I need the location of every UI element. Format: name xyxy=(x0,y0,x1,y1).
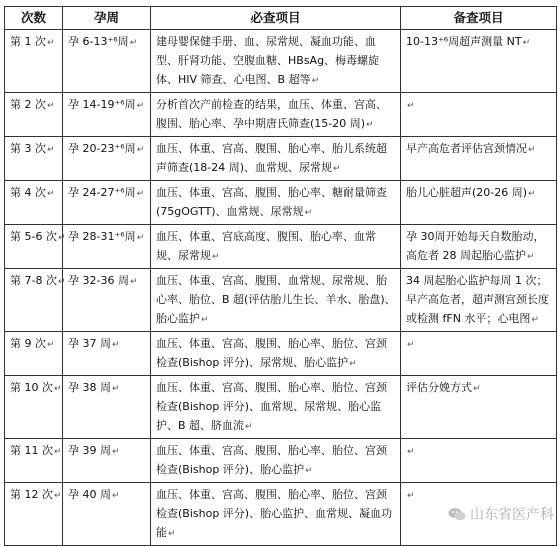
required-items-cell xyxy=(151,93,401,137)
week-cell-text: 孕 20-23⁺⁶周 xyxy=(68,142,136,155)
required-items-cell-text: 血压、体重、宫高、腹围、胎心率、胎位、宫颈检查(Bishop 评分)、胎心监护、血常规、凝血功能 xyxy=(156,488,393,539)
week-cell-text: 孕 38 周 xyxy=(68,381,111,394)
paragraph-mark-icon: ↵ xyxy=(349,359,357,369)
required-items-cell-text: 血压、体重、宫高、腹围、血常规、尿常规、胎心率、胎位、B 超(评估胎儿生长、羊水、胎盘)、胎心监护 xyxy=(156,274,396,325)
visit-cell-text: 第 4 次 xyxy=(10,186,46,199)
week-cell xyxy=(63,225,151,269)
week-cell-text: 孕 14-19⁺⁶周 xyxy=(68,98,136,111)
paragraph-mark-icon: ↵ xyxy=(54,384,62,394)
visit-cell xyxy=(5,332,63,376)
paragraph-mark-icon: ↵ xyxy=(47,38,55,48)
paragraph-mark-icon: ↵ xyxy=(136,233,145,243)
paragraph-mark-icon: ↵ xyxy=(245,422,253,432)
visit-cell xyxy=(5,30,63,93)
prenatal-schedule-table xyxy=(4,6,557,546)
paragraph-mark-icon: ↵ xyxy=(136,189,145,199)
optional-items-cell xyxy=(401,439,557,483)
table-row xyxy=(5,439,557,483)
paragraph-mark-icon: ↵ xyxy=(129,38,138,48)
required-items-cell-text: 血压、体重、宫底高度、腹围、胎心率、血常规、尿常规 xyxy=(156,230,376,262)
week-cell xyxy=(63,439,151,483)
paragraph-mark-icon: ↵ xyxy=(112,340,120,350)
optional-items-cell-text: 10-13⁺⁶周超声测量 NT xyxy=(406,35,522,48)
optional-items-cell-text: 孕 30周开始每天自数胎动，高危者 28 周起胎心监护 xyxy=(406,230,545,262)
optional-items-cell xyxy=(401,137,557,181)
paragraph-mark-icon: ↵ xyxy=(311,76,320,86)
wechat-icon xyxy=(448,507,466,521)
paragraph-mark-icon: ↵ xyxy=(54,447,62,457)
week-cell-text: 孕 32-36 周 xyxy=(68,274,129,287)
week-cell-text: 孕 24-27⁺⁶周 xyxy=(68,186,136,199)
optional-items-cell-text: 34 周起胎心监护每周 1 次；早产高危者，超声测宫颈长度或检测 fFN 水平；心电图 xyxy=(406,274,549,325)
required-items-cell-text: 血压、体重、宫高、腹围、胎心率、胎位、宫颈检查(Bishop 评分)、血常规、尿常规、胎心监护、B 超、脐血流 xyxy=(156,381,387,432)
paragraph-mark-icon: ↵ xyxy=(528,145,536,155)
paragraph-mark-icon: ↵ xyxy=(57,233,66,243)
required-items-cell xyxy=(151,181,401,225)
paragraph-mark-icon: ↵ xyxy=(47,101,55,111)
paragraph-mark-icon: ↵ xyxy=(407,447,415,457)
required-items-cell xyxy=(151,30,401,93)
paragraph-mark-icon: ↵ xyxy=(112,384,120,394)
paragraph-mark-icon: ↵ xyxy=(112,491,120,501)
week-cell-text: 孕 6-13⁺⁶周 xyxy=(68,35,129,48)
paragraph-mark-icon: ↵ xyxy=(136,145,145,155)
required-items-cell xyxy=(151,332,401,376)
paragraph-mark-icon: ↵ xyxy=(47,340,55,350)
week-cell xyxy=(63,181,151,225)
visit-cell xyxy=(5,225,66,269)
table-header-row xyxy=(5,7,557,30)
week-cell-text: 孕 37 周 xyxy=(68,337,111,350)
required-items-cell xyxy=(151,225,401,269)
paragraph-mark-icon: ↵ xyxy=(531,315,539,325)
paragraph-mark-icon: ↵ xyxy=(305,466,313,476)
paragraph-mark-icon: ↵ xyxy=(57,277,66,287)
header-visit: 次数 xyxy=(5,7,63,30)
optional-items-cell xyxy=(401,30,557,93)
paragraph-mark-icon: ↵ xyxy=(54,491,62,501)
table-row xyxy=(5,181,557,225)
required-items-cell xyxy=(151,376,401,439)
visit-cell-text: 第 10 次 xyxy=(10,381,53,394)
optional-items-cell-text: 胎儿心脏超声(20-26 周) xyxy=(406,186,528,199)
visit-cell xyxy=(5,376,63,439)
watermark-text: 山东省医产科 xyxy=(470,507,554,523)
optional-items-cell xyxy=(401,376,557,439)
optional-items-cell xyxy=(401,269,557,332)
paragraph-mark-icon: ↵ xyxy=(473,384,481,394)
week-cell xyxy=(63,269,151,332)
table-row xyxy=(5,332,557,376)
optional-items-cell xyxy=(401,93,557,137)
optional-items-cell-text: 早产高危者评估宫颈情况 xyxy=(406,142,527,155)
visit-cell-text: 第 2 次 xyxy=(10,98,46,111)
required-items-cell xyxy=(151,269,401,332)
week-cell xyxy=(63,376,151,439)
visit-cell-text: 第 5-6 次 xyxy=(10,230,57,243)
header-week: 孕周 xyxy=(63,7,151,30)
week-cell xyxy=(63,483,151,546)
visit-cell xyxy=(5,93,63,137)
paragraph-mark-icon: ↵ xyxy=(47,189,55,199)
paragraph-mark-icon: ↵ xyxy=(407,101,415,111)
paragraph-mark-icon: ↵ xyxy=(333,164,341,174)
paragraph-mark-icon: ↵ xyxy=(129,277,138,287)
paragraph-mark-icon: ↵ xyxy=(168,529,176,539)
paragraph-mark-icon: ↵ xyxy=(407,340,415,350)
table-row xyxy=(5,30,557,93)
visit-cell-text: 第 12 次 xyxy=(10,488,53,501)
visit-cell-text: 第 9 次 xyxy=(10,337,46,350)
visit-cell xyxy=(5,269,66,332)
week-cell xyxy=(63,30,151,93)
optional-items-cell xyxy=(401,181,557,225)
paragraph-mark-icon: ↵ xyxy=(527,252,535,262)
required-items-cell-text: 血压、体重、宫高、腹围、胎心率、糖耐量筛查(75gOGTT)、血常规、尿常规 xyxy=(156,186,387,218)
paragraph-mark-icon: ↵ xyxy=(528,189,536,199)
visit-cell xyxy=(5,439,63,483)
table-row xyxy=(5,137,557,181)
required-items-cell-text: 血压、体重、宫高、腹围、胎心率、胎位、宫颈检查(Bishop 评分)、尿常规、胎心监护 xyxy=(156,337,387,369)
week-cell xyxy=(63,137,151,181)
table-body xyxy=(5,30,557,546)
visit-cell xyxy=(5,483,63,546)
visit-cell-text: 第 7-8 次 xyxy=(10,274,57,287)
header-required: 必查项目 xyxy=(151,7,401,30)
table-row xyxy=(5,225,557,269)
week-cell-text: 孕 39 周 xyxy=(68,444,111,457)
paragraph-mark-icon: ↵ xyxy=(212,252,220,262)
required-items-cell xyxy=(151,439,401,483)
header-optional: 备查项目 xyxy=(401,7,557,30)
watermark xyxy=(448,504,554,524)
required-items-cell xyxy=(151,483,401,546)
optional-items-cell xyxy=(401,332,557,376)
visit-cell-text: 第 3 次 xyxy=(10,142,46,155)
required-items-cell xyxy=(151,137,401,181)
visit-cell-text: 第 1 次 xyxy=(10,35,46,48)
required-items-cell-text: 分析首次产前检查的结果，血压、体重、宫高、腹围、胎心率、孕中期唐氏筛查(15-20 周) xyxy=(156,98,387,130)
required-items-cell-text: 建母婴保健手册、血、尿常规、凝血功能、血型、肝肾功能、空腹血糖、HBsAg、梅毒螺旋体、HIV 筛查、心电图、B 超等 xyxy=(156,35,380,86)
week-cell xyxy=(63,93,151,137)
paragraph-mark-icon: ↵ xyxy=(201,315,209,325)
optional-items-cell-text: 评估分娩方式 xyxy=(406,381,472,394)
paragraph-mark-icon: ↵ xyxy=(366,120,374,130)
paragraph-mark-icon: ↵ xyxy=(522,38,531,48)
optional-items-cell xyxy=(401,225,557,269)
table-row xyxy=(5,93,557,137)
table-row xyxy=(5,376,557,439)
week-cell-text: 孕 28-31⁺⁶周 xyxy=(68,230,136,243)
paragraph-mark-icon: ↵ xyxy=(136,101,145,111)
required-items-cell-text: 血压、体重、宫高、腹围、胎心率、胎位、宫颈检查(Bishop 评分)、胎心监护 xyxy=(156,444,387,476)
paragraph-mark-icon: ↵ xyxy=(112,447,120,457)
required-items-cell-text: 血压、体重、宫高、腹围、胎心率、胎儿系统超声筛查(18-24 周)、血常规、尿常规 xyxy=(156,142,387,174)
week-cell xyxy=(63,332,151,376)
visit-cell xyxy=(5,137,63,181)
paragraph-mark-icon: ↵ xyxy=(407,491,415,501)
table-row xyxy=(5,269,557,332)
week-cell-text: 孕 40 周 xyxy=(68,488,111,501)
visit-cell-text: 第 11 次 xyxy=(10,444,53,457)
visit-cell xyxy=(5,181,63,225)
paragraph-mark-icon: ↵ xyxy=(304,208,313,218)
paragraph-mark-icon: ↵ xyxy=(47,145,55,155)
